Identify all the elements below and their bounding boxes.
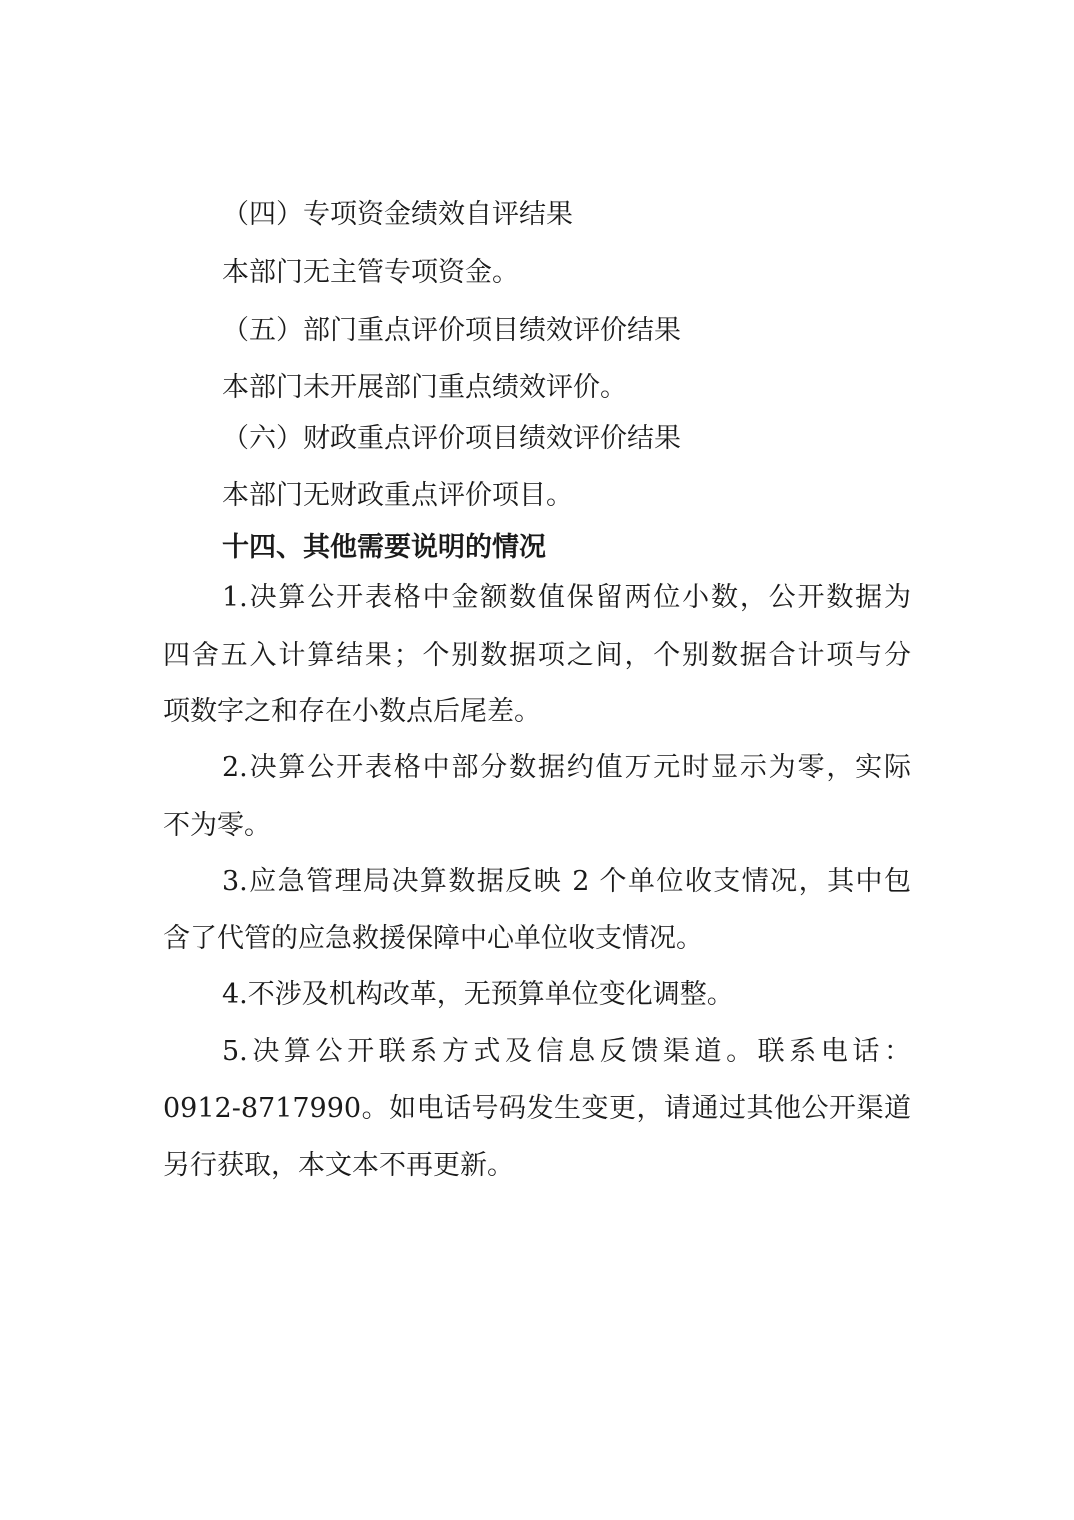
section-body-4: 本部门无主管专项资金。 (222, 257, 519, 288)
item-2-line-2: 不为零。 (163, 810, 271, 841)
item-5-line-3: 另行获取，本文本不再更新。 (163, 1150, 514, 1181)
item-1-line-1: 1.决算公开表格中金额数值保留两位小数，公开数据为 (222, 582, 911, 613)
item-4-line-1: 4.不涉及机构改革，无预算单位变化调整。 (222, 979, 734, 1010)
other-heading: 十四、其他需要说明的情况 (222, 532, 546, 563)
item-1-line-2: 四舍五入计算结果；个别数据项之间，个别数据合计项与分 (163, 640, 911, 671)
item-2-line-1: 2.决算公开表格中部分数据约值万元时显示为零，实际 (222, 752, 911, 783)
item-3-line-1: 3.应急管理局决算数据反映 2 个单位收支情况，其中包 (222, 866, 911, 897)
item-3-line-2: 含了代管的应急救援保障中心单位收支情况。 (163, 923, 703, 954)
section-heading-5: （五）部门重点评价项目绩效评价结果 (222, 315, 681, 346)
item-1-line-3: 项数字之和存在小数点后尾差。 (163, 696, 541, 727)
item-5-line-1: 5.决算公开联系方式及信息反馈渠道。联系电话： (222, 1036, 911, 1067)
section-heading-6: （六）财政重点评价项目绩效评价结果 (222, 423, 681, 454)
section-heading-4: （四）专项资金绩效自评结果 (222, 199, 573, 230)
section-body-6: 本部门无财政重点评价项目。 (222, 480, 573, 511)
item-5-line-2: 0912-8717990。如电话号码发生变更，请通过其他公开渠道 (163, 1093, 911, 1124)
section-body-5: 本部门未开展部门重点绩效评价。 (222, 372, 627, 403)
